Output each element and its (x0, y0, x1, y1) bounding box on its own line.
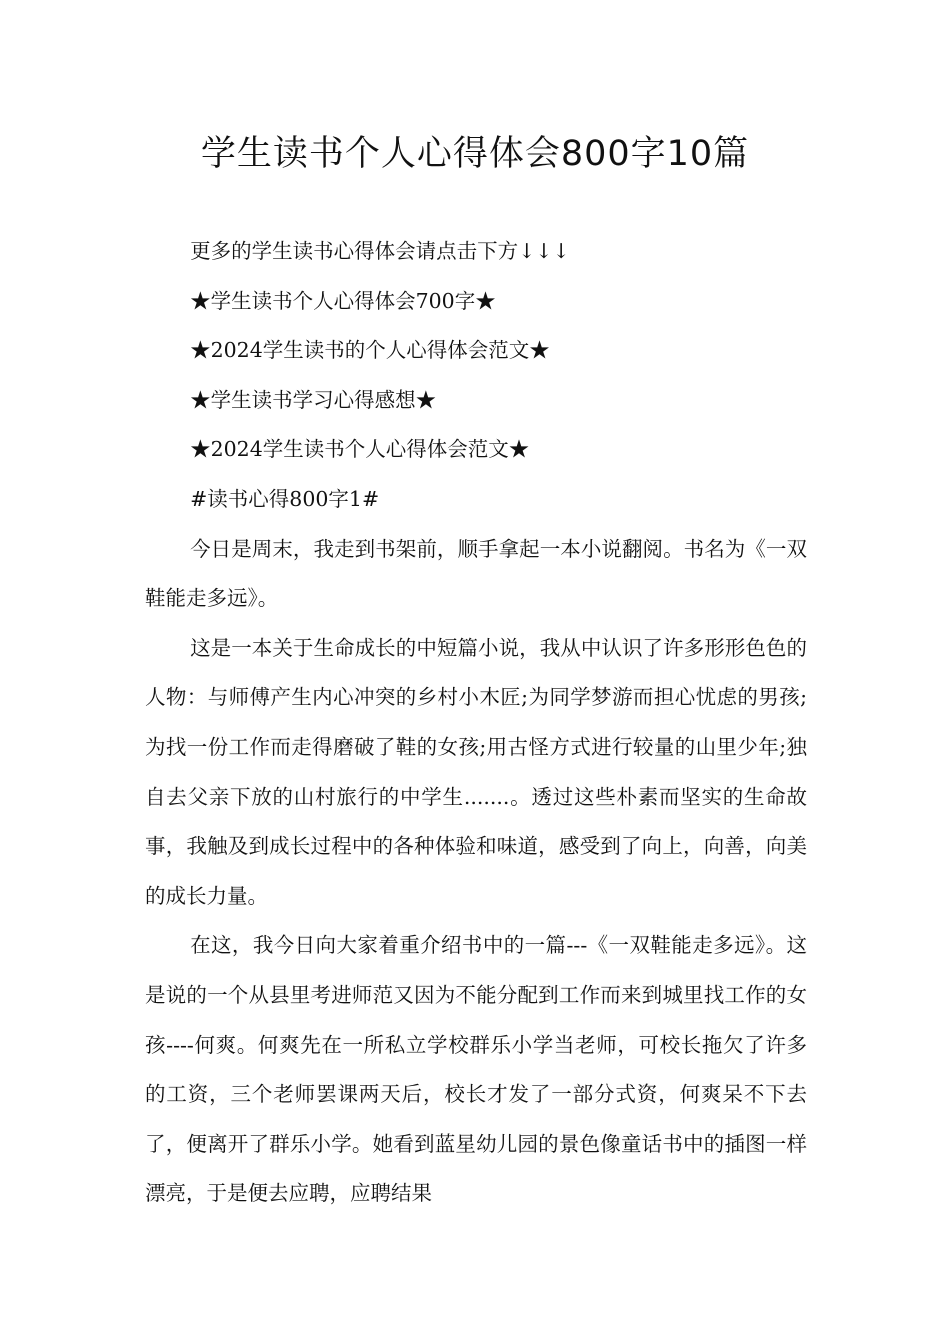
document-body (145, 227, 807, 1219)
related-link-4[interactable]: ★2024学生读书个人心得体会范文★ (190, 437, 530, 462)
section-heading: #读书心得800字1# (190, 486, 380, 511)
related-link-1[interactable]: ★学生读书个人心得体会700字★ (190, 288, 496, 313)
related-link-2[interactable]: ★2024学生读书的个人心得体会范文★ (190, 338, 550, 363)
document-title: 学生读书个人心得体会800字10篇 (200, 134, 750, 174)
related-link-3[interactable]: ★学生读书学习心得感想★ (190, 387, 437, 412)
paragraph-3: 在这，我今日向大家着重介绍书中的一篇---《一双鞋能走多远》。这是说的一个从县里考进师范又因为不能分配到工作而来到城里找工作的女孩----何爽。何爽先在一所私立学校群乐小学当老师，可校长拖欠了许多的工资，三个老师罢课两天后，校长才发了一部分式资，何爽呆不下去了，便离开了群乐小学。她看到蓝星幼儿园的景色像童话书中的插图一样漂亮，于是便去应聘，应聘结果 (145, 933, 807, 1206)
paragraph-2: 这是一本关于生命成长的中短篇小说，我从中认识了许多形形色色的人物：与师傅产生内心冲突的乡村小木匠;为同学梦游而担心忧虑的男孩;为找一份工作而走得磨破了鞋的女孩;用古怪方式进行较量的山里少年;独自去父亲下放的山村旅行的中学生.......。透过这些朴素而坚实的生命故事，我触及到成长过程中的各种体验和味道，感受到了向上，向善，向美的成长力量。 (145, 635, 807, 908)
intro-line: 更多的学生读书心得体会请点击下方↓↓↓ (190, 239, 570, 263)
paragraph-1: 今日是周末，我走到书架前，顺手拿起一本小说翻阅。书名为《一双鞋能走多远》。 (145, 536, 807, 611)
